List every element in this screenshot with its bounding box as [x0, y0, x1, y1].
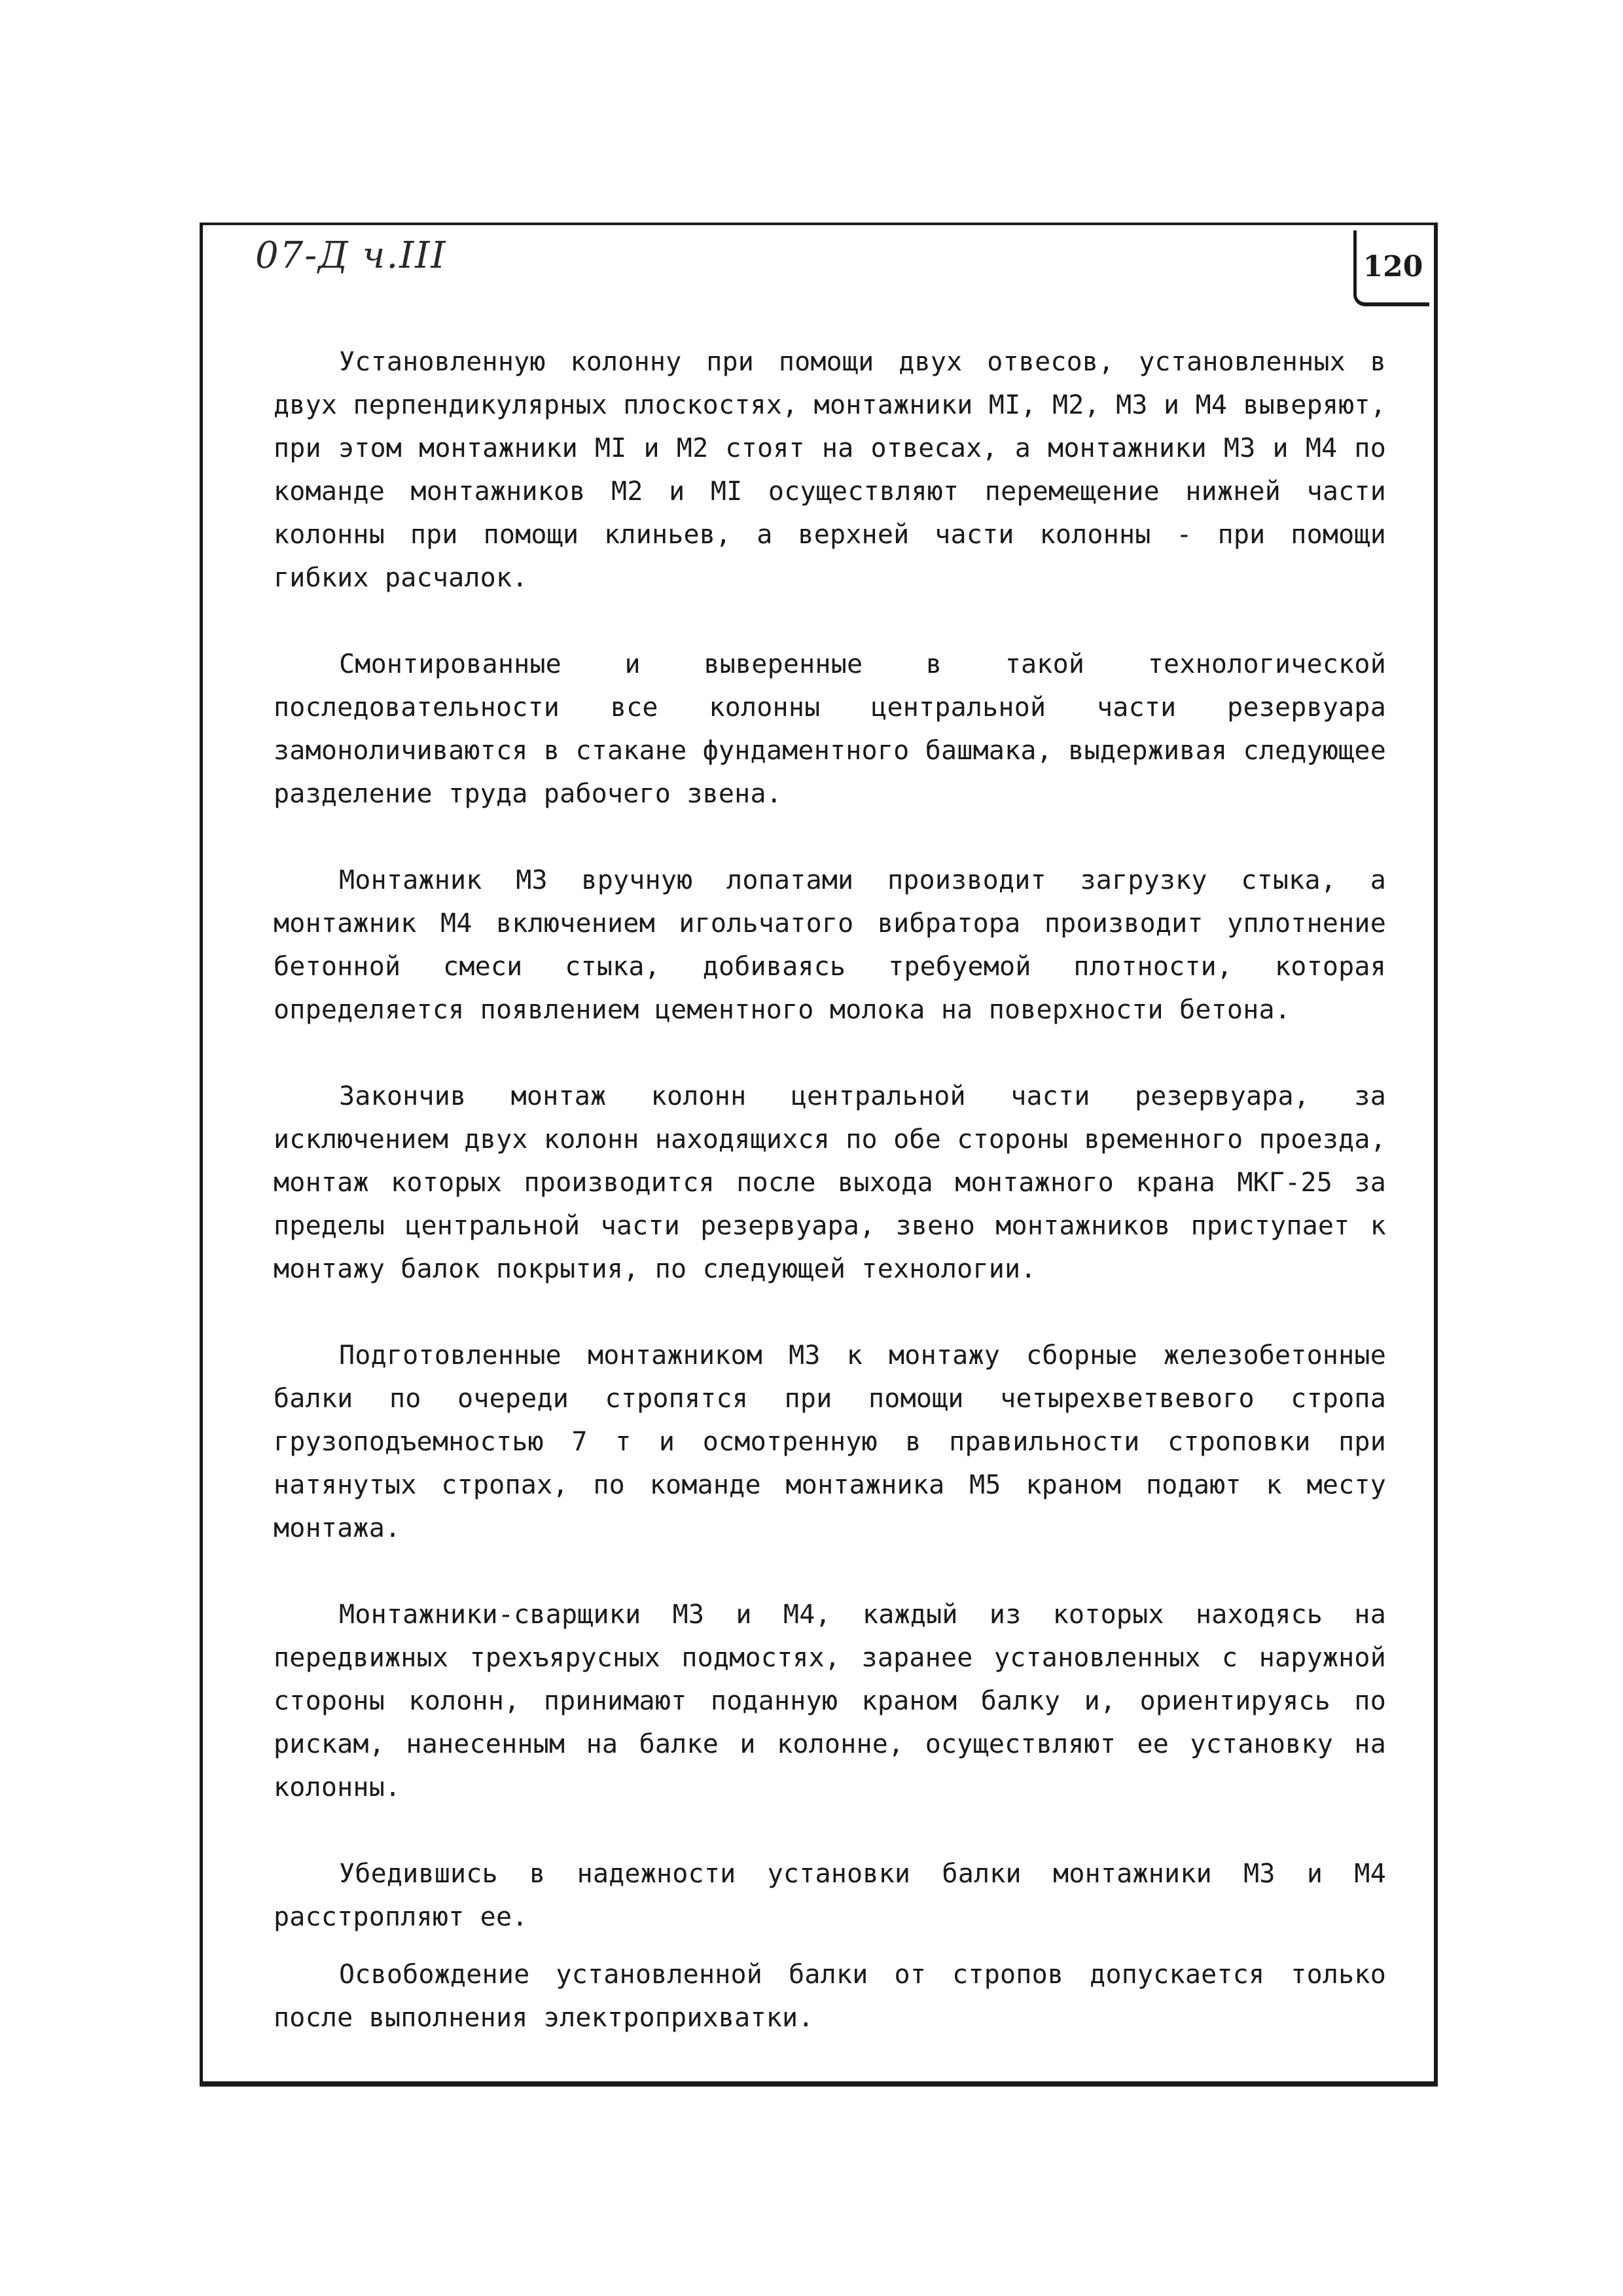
body-text [274, 340, 1386, 2083]
paragraph-beam-placement: Монтажники-сварщики M3 и M4, каждый из которых находясь на передвижных трехъярусных подмостях, заранее установленных с наружной стороны колонн, принимают поданную краном балку и, ориентируясь по рискам, нанесенным на балке и колонне, осуществляют ее установку на колонны. [274, 1600, 1386, 1803]
paragraph-grouting: Смонтированные и выверенные в такой технологической последовательности все колонны центральной части резервуара замоноличиваются в стакане фундаментного башмака, выдерживая следующее разделение труда рабочего звена. [274, 649, 1386, 809]
page-number-box [1353, 230, 1429, 306]
paragraph-unslinging: Убедившись в надежности установки балки монтажники M3 и M4 расстропляют ее. [274, 1859, 1386, 1932]
paragraph-beam-installation-start: Закончив монтаж колонн центральной части резервуара, за исключением двух колонн находящихся по обе стороны временного проезда, монтаж которых производится после выхода монтажного крана МКГ-25 за пределы центральной части резервуара, звено монтажников приступает к монтажу балок покрытия, по следующей технологии. [274, 1081, 1386, 1284]
paragraph-beam-slinging: Подготовленные монтажником M3 к монтажу сборные железобетонные балки по очереди стропятся при помощи четырехветвевого стропа грузоподъемностью 7 т и осмотренную в правильности строповки при натянутых стропах, по команде монтажника M5 краном подают к месту монтажа. [274, 1340, 1386, 1543]
paragraph-release-condition: Освобождение установленной балки от стропов допускается только после выполнения электроприхватки. [274, 1960, 1386, 2033]
paragraph-column-alignment: Установленную колонну при помощи двух отвесов, установленных в двух перпендикулярных плоскостях, монтажники MI, M2, M3 и M4 выверяют, при этом монтажники MI и M2 стоят на отвесах, а монтажники M3 и M4 по команде монтажников M2 и MI осуществляют перемещение нижней части колонны при помощи клиньев, а верхней части колонны - при помощи гибких расчалок. [274, 347, 1386, 593]
page-number: 120 [1363, 249, 1423, 283]
document-code: 07-Д ч.III [255, 234, 447, 277]
paragraph-concrete-compaction: Монтажник M3 вручную лопатами производит загрузку стыка, а монтажник M4 включением игольчатого вибратора производит уплотнение бетонной смеси стыка, добиваясь требуемой плотности, которая определяется появлением цементного молока на поверхности бетона. [274, 865, 1386, 1025]
